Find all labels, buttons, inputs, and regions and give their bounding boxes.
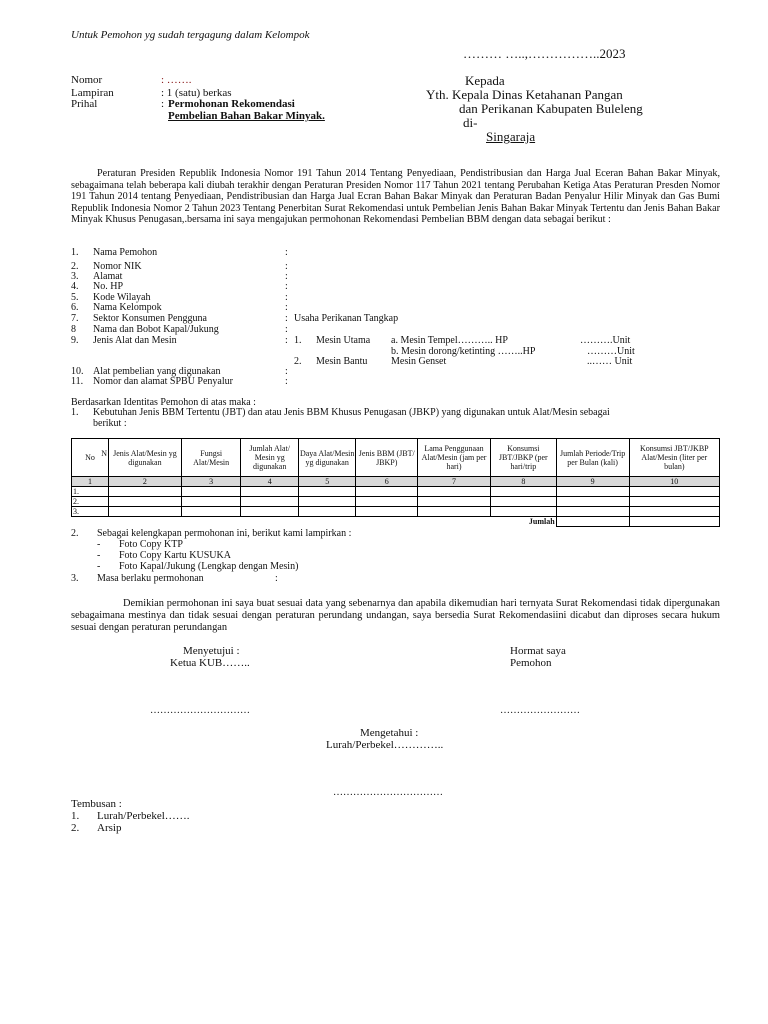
field-2-colon: : — [285, 261, 288, 272]
table-header-cell: Jenis Alat/Mesin yg digunakan — [108, 439, 181, 477]
table-header-no — [72, 439, 109, 477]
engine-aux-type: Mesin Genset — [391, 356, 447, 367]
point-3-no: 3. — [71, 573, 79, 584]
table-cell[interactable] — [556, 497, 629, 507]
field-5-no: 5. — [71, 292, 79, 303]
tembusan-item-text: Arsip — [97, 822, 122, 834]
field-11-label: Nomor dan alamat SPBU Penyalur — [93, 376, 233, 387]
field-4-no: 4. — [71, 281, 79, 292]
field-9-colon: : — [285, 335, 288, 346]
lampiran-value: : 1 (satu) berkas — [161, 87, 232, 99]
table-cell[interactable] — [298, 497, 356, 507]
table-col-number: 7 — [418, 477, 491, 487]
engine-a-label: a. Mesin Tempel……….. HP — [391, 335, 508, 346]
table-cell[interactable] — [181, 497, 241, 507]
tembusan-title: Tembusan : — [71, 798, 122, 810]
table-cell[interactable] — [241, 487, 299, 497]
table-cell[interactable] — [556, 487, 629, 497]
tembusan-item-no: 2. — [71, 822, 80, 834]
field-5-colon: : — [285, 292, 288, 303]
table-col-number: 6 — [356, 477, 418, 487]
table-cell[interactable] — [418, 497, 491, 507]
table-cell[interactable] — [556, 507, 629, 517]
engine-aux-no: 2. — [294, 356, 302, 367]
table-total-row — [72, 517, 720, 527]
attachment-bullet: - — [97, 561, 101, 572]
date-line: ……… …..,……………..2023 — [463, 46, 626, 61]
field-2-no: 2. — [71, 261, 79, 272]
field-10-label: Alat pembelian yang digunakan — [93, 366, 221, 377]
field-8-no: 8 — [71, 324, 76, 335]
point-1-line1: Kebutuhan Jenis BBM Tertentu (JBT) dan atau Jenis BBM Khusus Penugasan (JBKP) yang digunakan untuk Alat/Mesin sebagai — [93, 407, 610, 418]
attachment-bullet: - — [97, 539, 101, 550]
point-2-text: Sebagai kelengkapan permohonan ini, berikut kami lampirkan : — [97, 528, 352, 539]
bbm-table — [71, 438, 720, 527]
table-cell[interactable] — [298, 487, 356, 497]
nomor-label: Nomor — [71, 74, 103, 86]
table-cell[interactable] — [356, 497, 418, 507]
engine-b-label: b. Mesin dorong/ketinting ……..HP — [391, 346, 536, 357]
table-header-cell: Fungsi Alat/Mesin — [181, 439, 241, 477]
engine-main-label: Mesin Utama — [316, 335, 371, 346]
field-7-value: Usaha Perikanan Tangkap — [294, 313, 399, 324]
point-3-colon: : — [275, 573, 278, 584]
recipient-di: di- — [463, 115, 478, 130]
field-10-no: 10. — [71, 366, 84, 377]
table-row-number: 1. — [72, 487, 109, 497]
sign-right-dots: …………………… — [500, 705, 580, 716]
table-cell[interactable] — [181, 487, 241, 497]
field-10-colon: : — [285, 366, 288, 377]
table-cell[interactable] — [490, 507, 556, 517]
field-8-label: Nama dan Bobot Kapal/Jukung — [93, 324, 219, 335]
field-6-no: 6. — [71, 302, 79, 313]
prihal-colon: : — [161, 98, 165, 110]
attachment-bullet: - — [97, 550, 101, 561]
recipient-yth: Yth. Kepala Dinas Ketahanan Pangan — [426, 87, 623, 102]
engine-aux-label: Mesin Bantu — [316, 356, 368, 367]
table-cell[interactable] — [629, 487, 719, 497]
table-col-number: 9 — [556, 477, 629, 487]
lampiran-label: Lampiran — [71, 87, 114, 99]
field-4-label: No. HP — [93, 281, 124, 292]
table-col-number: 1 — [72, 477, 109, 487]
field-3-label: Alamat — [93, 271, 123, 282]
table-row — [72, 497, 720, 507]
recipient-city: Singaraja — [486, 129, 536, 144]
point-1-no: 1. — [71, 407, 79, 418]
table-col-number: 2 — [108, 477, 181, 487]
field-7-no: 7. — [71, 313, 79, 324]
table-row — [72, 507, 720, 517]
recipient-line2: dan Perikanan Kabupaten Buleleng — [459, 101, 643, 116]
table-cell[interactable] — [490, 497, 556, 507]
field-6-label: Nama Kelompok — [93, 302, 162, 313]
attachment-item: Foto Kapal/Jukung (Lengkap dengan Mesin) — [119, 561, 299, 572]
tembusan-item-text: Lurah/Perbekel……. — [97, 810, 190, 822]
sign-center-role: Lurah/Perbekel………….. — [326, 739, 444, 751]
table-cell[interactable] — [181, 507, 241, 517]
engine-main-no: 1. — [294, 335, 302, 346]
table-row — [72, 487, 720, 497]
field-8-colon: : — [285, 324, 288, 335]
table-header-no-label: No — [85, 453, 95, 462]
table-cell[interactable] — [418, 487, 491, 497]
point-3-text: Masa berlaku permohonan — [97, 573, 204, 584]
prihal-line1: Permohonan Rekomendasi — [168, 98, 295, 110]
table-cell[interactable] — [108, 487, 181, 497]
field-2-label: Nomor NIK — [93, 261, 142, 272]
field-1-colon: : — [285, 247, 288, 258]
engine-aux-unit: ..…… Unit — [587, 356, 633, 367]
field-5-label: Kode Wilayah — [93, 292, 151, 303]
attachment-item: Foto Copy Kartu KUSUKA — [119, 550, 231, 561]
table-cell[interactable] — [356, 487, 418, 497]
table-cell[interactable] — [418, 507, 491, 517]
table-column-number-row — [72, 477, 720, 487]
table-header-cell: Daya Alat/Mesin yg digunakan — [298, 439, 356, 477]
table-cell[interactable] — [241, 497, 299, 507]
table-header-cell: Jenis BBM (JBT/ JBKP) — [356, 439, 418, 477]
field-7-label: Sektor Konsumen Pengguna — [93, 313, 207, 324]
field-4-colon: : — [285, 281, 288, 292]
closing-paragraph: Demikian permohonan ini saya buat sesuai data yang sebenarnya dan apabila dikemudian hari ternyata Surat Rekomendasi tidak dipergunakan sebagaimana mestinya dan tidak sesuai dengan peraturan perundang undangan, saya bersedia Surat Rekomendasiini dicabut dan diproses secara hukum sesuai dengan peraturan perundangan — [71, 598, 720, 633]
table-header-cell: Konsumsi JBT/JKBP Alat/Mesin (liter per bulan) — [629, 439, 719, 477]
table-header-cell: Konsumsi JBT/JBKP (per hari/trip — [490, 439, 556, 477]
sign-left-role: Ketua KUB…….. — [170, 657, 250, 669]
prihal-line2: Pembelian Bahan Bakar Minyak. — [168, 110, 325, 122]
field-9-no: 9. — [71, 335, 79, 346]
engine-b-unit: ………Unit — [587, 346, 635, 357]
table-cell[interactable] — [629, 507, 719, 517]
sign-right-title: Hormat saya — [510, 645, 566, 657]
table-row-number: 3. — [72, 507, 109, 517]
table-header-cell: Jumlah Alat/ Mesin yg digunakan — [241, 439, 299, 477]
engine-a-unit: ……….Unit — [580, 335, 631, 346]
table-col-number: 4 — [241, 477, 299, 487]
table-cell[interactable] — [108, 497, 181, 507]
table-cell[interactable] — [298, 507, 356, 517]
table-header-row — [72, 439, 720, 477]
sign-center-dots: …………………………… — [333, 787, 443, 798]
header-note: Untuk Pemohon yg sudah tergagung dalam Kelompok — [71, 29, 310, 41]
table-total-cell[interactable] — [629, 517, 719, 527]
field-7-colon: : — [285, 313, 288, 324]
prihal-label: Prihal — [71, 98, 98, 110]
table-cell[interactable] — [490, 487, 556, 497]
identity-intro: Berdasarkan Identitas Pemohon di atas maka : — [71, 397, 256, 408]
field-6-colon: : — [285, 302, 288, 313]
table-col-number: 3 — [181, 477, 241, 487]
field-11-colon: : — [285, 376, 288, 387]
sign-left-dots: ………………………… — [150, 705, 250, 716]
table-total-label: Jumlah — [72, 517, 557, 527]
table-total-cell[interactable] — [556, 517, 629, 527]
table-cell[interactable] — [356, 507, 418, 517]
table-col-number: 10 — [629, 477, 719, 487]
table-header-stray: N — [101, 449, 107, 458]
field-11-no: 11. — [71, 376, 84, 387]
tembusan-item-no: 1. — [71, 810, 80, 822]
attachment-item: Foto Copy KTP — [119, 539, 183, 550]
nomor-value: : ……. — [161, 74, 192, 86]
table-cell[interactable] — [629, 497, 719, 507]
field-1-no: 1. — [71, 247, 79, 258]
sign-right-role: Pemohon — [510, 657, 552, 669]
field-1-label: Nama Pemohon — [93, 247, 158, 258]
field-9-label: Jenis Alat dan Mesin — [93, 335, 177, 346]
table-cell[interactable] — [108, 507, 181, 517]
sign-left-title: Menyetujui : — [183, 645, 240, 657]
table-col-number: 8 — [490, 477, 556, 487]
field-3-colon: : — [285, 271, 288, 282]
table-col-number: 5 — [298, 477, 356, 487]
table-row-number: 2. — [72, 497, 109, 507]
point-2-no: 2. — [71, 528, 79, 539]
recipient-kepada: Kepada — [465, 73, 505, 88]
table-header-cell: Jumlah Periode/Trip per Bulan (kali) — [556, 439, 629, 477]
sign-center-title: Mengetahui : — [360, 727, 419, 739]
field-3-no: 3. — [71, 271, 79, 282]
table-cell[interactable] — [241, 507, 299, 517]
intro-paragraph: Peraturan Presiden Republik Indonesia Nomor 191 Tahun 2014 Tentang Penyediaan, Pendistribusian dan Harga Jual Eceran Bahan Bakar Minyak, sebagaimana telah beberapa kali diubah terakhir dengan Peraturan Presiden Nomor 117 Tahun 2021 tentang Perubahan Ketiga Atas Peraturan Presden Nomor 191 Tahun 2014 tentang Penyediaan, Pendistribusian dan Harga Jual Ecran Bahan Bakar Minyak dan Peraturan Badan Penyalur Hilir Minyak dan Gas Bumi Republik Indonesia Nomor 2 Tahun 2023 Tentang Penerbitan Surat Rekomendasi untuk Pembelian Jenis Bahan Bakar Minyak Tertentu dan Jenis Bahan Bakar Minyak Khusus Penugasan,.bersama ini saya mengajukan permohonan Rekomendasi Pembelian BBM dengan data sebagai berikut : — [71, 168, 720, 226]
point-1-line2: berikut : — [93, 418, 127, 429]
table-header-cell: Lama Penggunaan Alat/Mesin (jam per hari) — [418, 439, 491, 477]
